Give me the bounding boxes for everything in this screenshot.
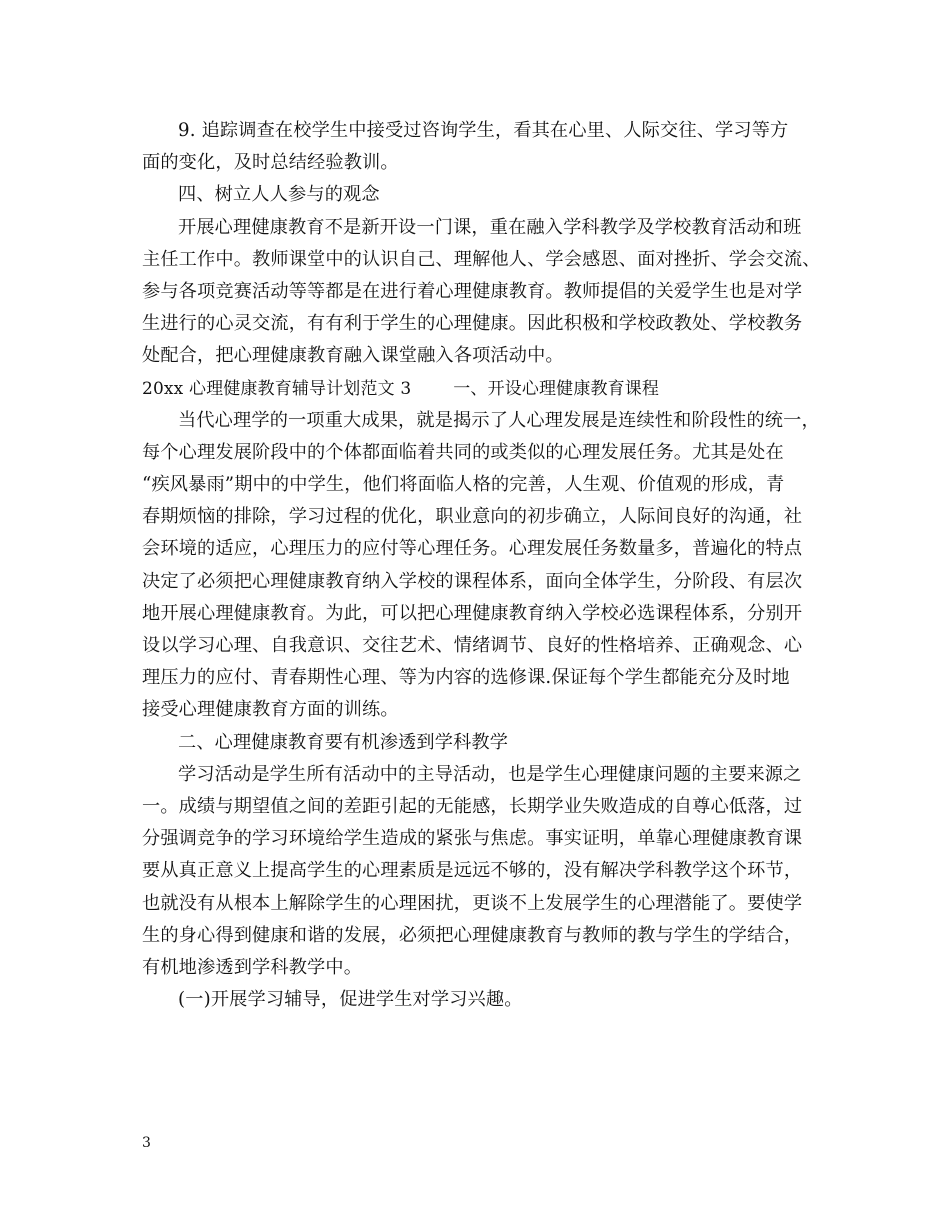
paragraph-first-line: 学习活动是学生所有活动中的主导活动，也是学生心理健康问题的主要来源之 [178,763,802,785]
paragraph-line: 会环境的适应，心理压力的应付等心理任务。心理发展任务数量多，普遍化的特点 [142,538,803,560]
paragraph-line: 设以学习心理、自我意识、交往艺术、情绪调节、良好的性格培养、正确观念、心 [142,635,803,656]
paragraph-line: 处配合，把心理健康教育融入课堂融入各项活动中。 [142,345,564,367]
paragraph-first-line: 开展心理健康教育不是新开设一门课，重在融入学科教学及学校教育活动和班 [178,216,802,238]
paragraph-first-line: 当代心理学的一项重大成果，就是揭示了人心理发展是连续性和阶段性的统一， [178,409,820,431]
paragraph-line: 地开展心理健康教育。为此，可以把心理健康教育纳入学校必选课程体系，分别开 [142,602,803,624]
paragraph-line: 每个心理发展阶段中的个体都面临着共同的或类似的心理发展任务。尤其是处在 [142,441,784,463]
paragraph-line: 有机地渗透到学科教学中。 [142,956,363,978]
paragraph-line: 春期烦恼的排除，学习过程的优化，职业意向的初步确立，人际间良好的沟通，社 [142,506,803,528]
paragraph-line: 一。成绩与期望值之间的差距引起的无能感，长期学业失败造成的自尊心低落，过 [142,795,803,817]
page-number: 3 [142,1135,151,1151]
paragraph-line: “疾风暴雨”期中的中学生，他们将面临人格的完善，人生观、价值观的形成，青 [142,474,785,496]
paragraph-line: 接受心理健康教育方面的训练。 [142,699,399,721]
article-title: 20xx 心理健康教育辅导计划范文 3 [142,378,412,399]
paragraph-line: 也就没有从根本上解除学生的心理困扰，更谈不上发展学生的心理潜能了。要使学 [142,892,803,914]
paragraph-line: 要从真正意义上提高学生的心理素质是远远不够的，没有解决学科教学这个环节， [142,860,803,882]
paragraph-line: 生的身心得到健康和谐的发展，必须把心理健康教育与教师的教与学生的学结合， [142,924,803,946]
paragraph-line: 面的变化，及时总结经验教训。 [142,152,399,174]
paragraph-line: 分强调竞争的学习环境给学生造成的紧张与焦虑。事实证明，单靠心理健康教育课 [142,828,803,850]
paragraph-first-line: 四、树立人人参与的观念 [178,184,380,206]
paragraph-line: 主任工作中。教师课堂中的认识自己、理解他人、学会感恩、面对挫折、学会交流、 [142,248,821,270]
section-heading-line [142,373,812,405]
paragraph-line: 生进行的心灵交流，有有利于学生的心理健康。因此积极和学校政教处、学校教务 [142,313,803,335]
paragraph-first-line: (一)开展学习辅导，促进学生对学习兴趣。 [178,989,523,1011]
paragraph-line: 参与各项竞赛活动等等都是在进行着心理健康教育。教师提倡的关爱学生也是对学 [142,280,803,302]
paragraph-first-line: 二、心理健康教育要有机渗透到学科教学 [178,731,509,753]
paragraph-line: 决定了必须把心理健康教育纳入学校的课程体系，面向全体学生，分阶段、有层次 [142,570,803,592]
section-heading: 一、开设心理健康教育课程 [453,378,660,399]
document-body [142,115,821,1016]
paragraph-first-line: 9. 追踪调查在校学生中接受过咨询学生，看其在心里、人际交往、学习等方 [178,120,789,141]
paragraph-line: 理压力的应付、青春期性心理、等为内容的选修课.保证每个学生都能充分及时地 [142,667,790,689]
